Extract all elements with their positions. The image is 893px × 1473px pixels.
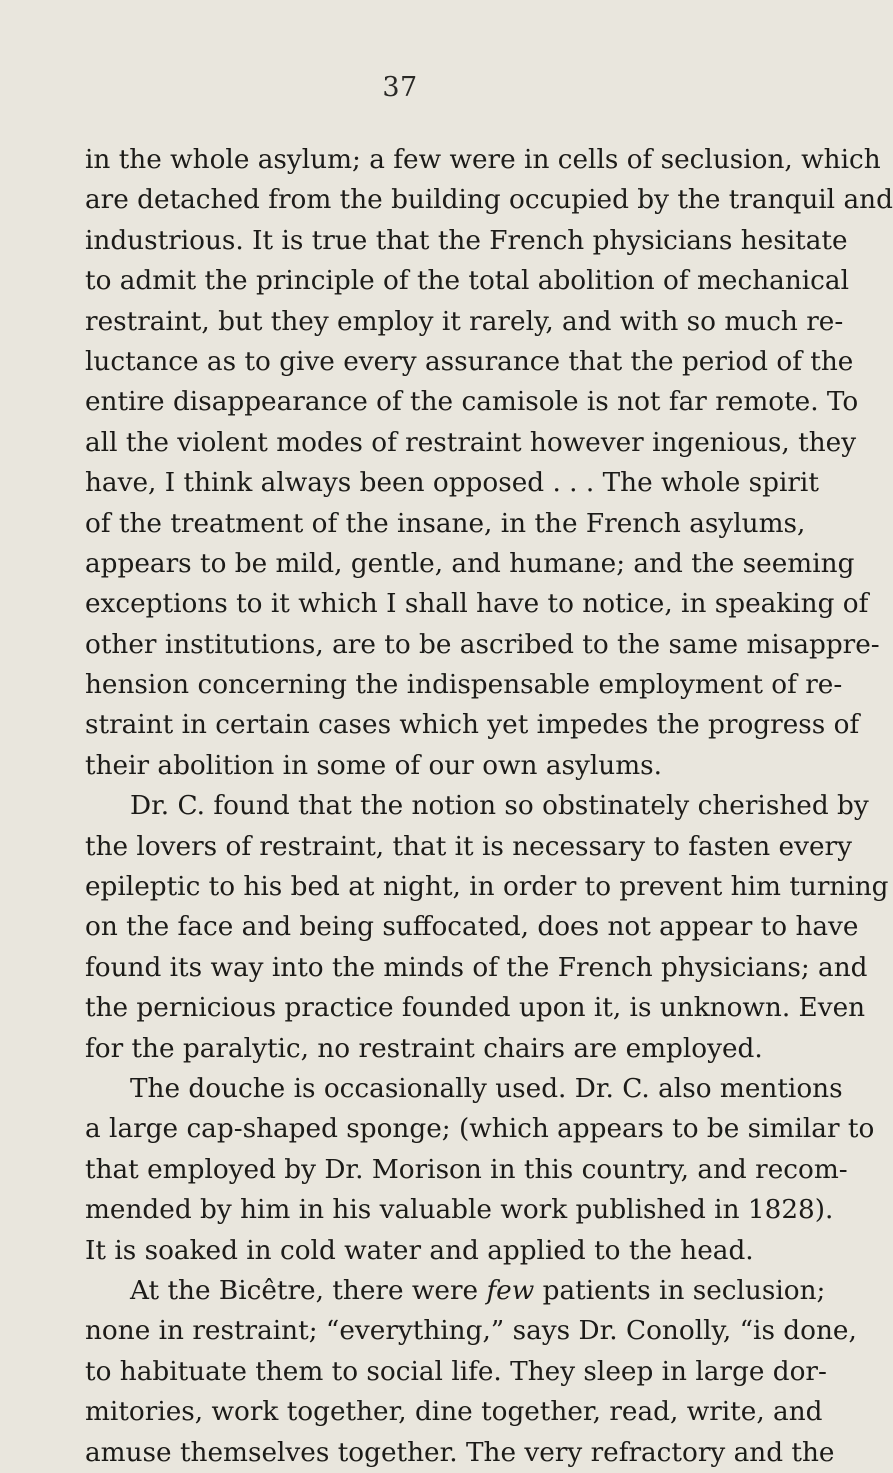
text-line-bicetre-after: patients in seclusion; — [534, 1275, 826, 1306]
text-line: The douche is occasionally used. Dr. C. also mentions — [130, 1073, 843, 1104]
text-line: all the violent modes of restraint however ingenious, they — [85, 427, 857, 458]
text-line: for the paralytic, no restraint chairs are employed. — [85, 1033, 763, 1064]
emphasis-few: few — [486, 1275, 535, 1306]
text-line: are detached from the building occupied by the tranquil and — [85, 185, 893, 216]
body-text — [85, 140, 893, 1473]
text-line: exceptions to it which I shall have to notice, in speaking of — [85, 589, 869, 620]
text-line: in the whole asylum; a few were in cells of seclusion, which — [85, 145, 881, 175]
text-line: a large cap-shaped sponge; (which appears to be similar to — [85, 1114, 875, 1145]
page-number: 37 — [382, 72, 418, 103]
text-line: luctance as to give every assurance that the period of the — [85, 346, 854, 377]
text-line: mitories, work together, dine together, read, write, and — [85, 1397, 823, 1428]
text-line: of the treatment of the insane, in the French asylums, — [85, 508, 806, 539]
text-line: industrious. It is true that the French physicians hesitate — [85, 225, 848, 256]
text-line: the lovers of restraint, that it is necessary to fasten every — [85, 831, 852, 862]
text-line: restraint, but they employ it rarely, and with so much re- — [85, 306, 844, 337]
text-line: entire disappearance of the camisole is not far remote. To — [85, 387, 859, 418]
text-line: on the face and being suffocated, does not appear to have — [85, 912, 859, 943]
text-line-bicetre-before: At the Bicêtre, there were — [130, 1275, 487, 1306]
text-line: epileptic to his bed at night, in order to prevent him turning — [85, 872, 889, 903]
text-line: their abolition in some of our own asylums. — [85, 750, 662, 781]
text-line: other institutions, are to be ascribed to the same misappre- — [85, 629, 880, 660]
text-line: to habituate them to social life. They sleep in large dor- — [85, 1356, 827, 1387]
text-line: appears to be mild, gentle, and humane; and the seeming — [85, 548, 855, 579]
text-line: It is soaked in cold water and applied to the head. — [85, 1235, 754, 1266]
text-line: hension concerning the indispensable employment of re- — [85, 670, 843, 701]
text-line: amuse themselves together. The very refractory and the — [85, 1437, 835, 1468]
text-line: have, I think always been opposed . . . The whole spirit — [85, 468, 819, 499]
text-line: Dr. C. found that the notion so obstinately cherished by — [130, 791, 869, 822]
text-line: the pernicious practice founded upon it, is unknown. Even — [85, 993, 866, 1024]
text-line: found its way into the minds of the French physicians; and — [85, 952, 868, 983]
text-line: to admit the principle of the total abolition of mechanical — [85, 266, 849, 297]
text-line: that employed by Dr. Morison in this country, and recom- — [85, 1154, 848, 1185]
text-line-bicetre — [85, 1271, 826, 1311]
paragraph-lines — [85, 140, 893, 1271]
text-line: straint in certain cases which yet impedes the progress of — [85, 710, 860, 741]
text-line: none in restraint; “everything,” says Dr. Conolly, “is done, — [85, 1316, 857, 1347]
paragraph-lines-tail — [85, 1311, 857, 1473]
text-line: mended by him in his valuable work published in 1828). — [85, 1195, 834, 1226]
